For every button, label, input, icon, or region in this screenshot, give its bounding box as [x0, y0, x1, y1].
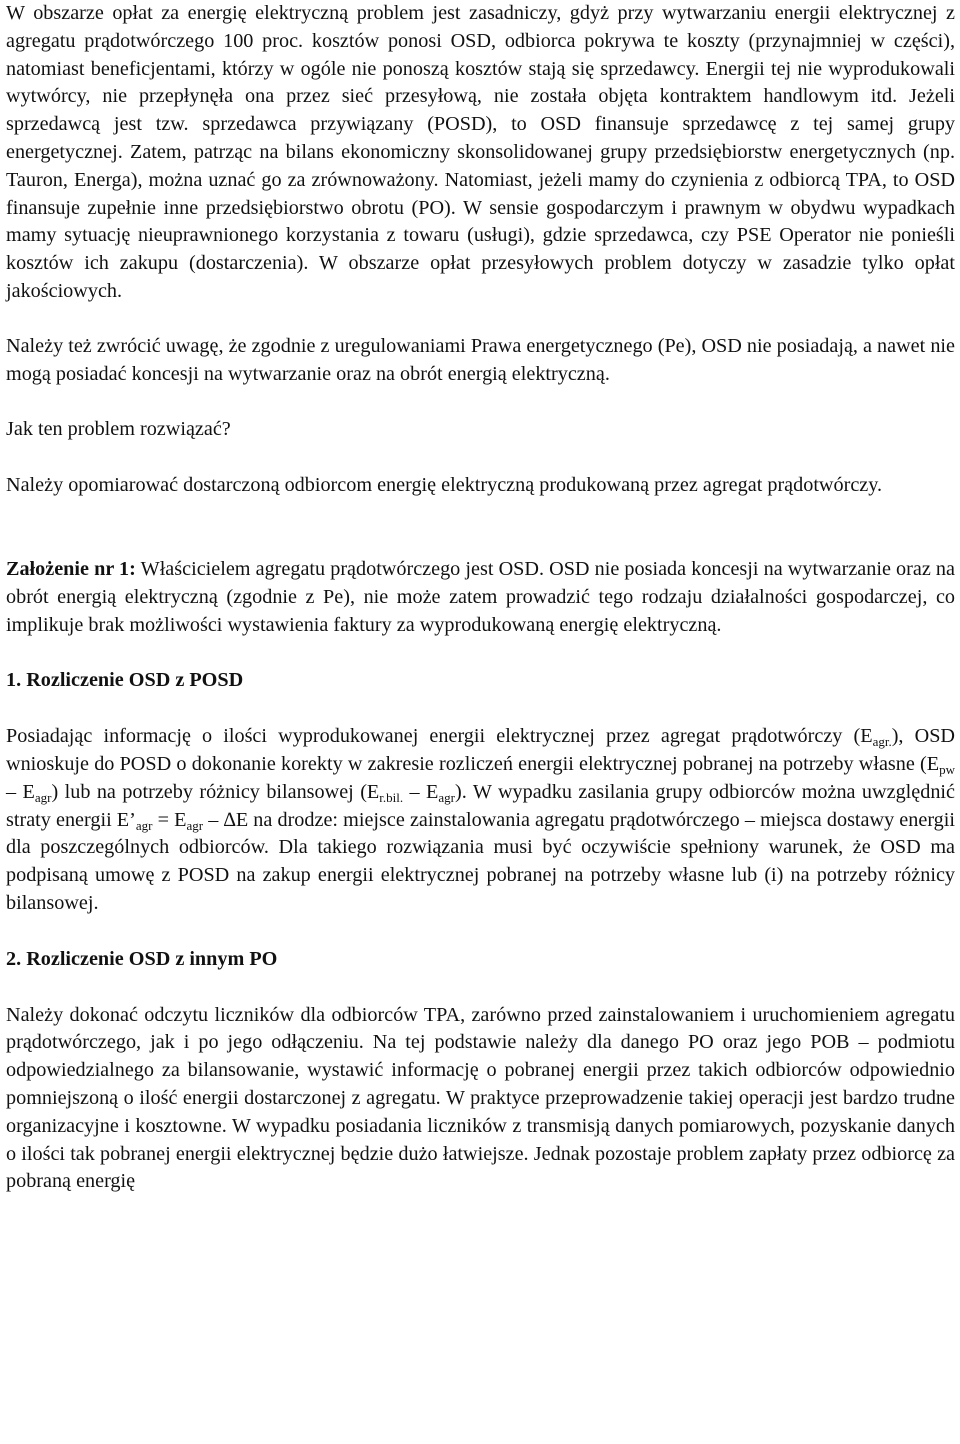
- subscript: agr: [135, 817, 153, 833]
- subscript: r.bil.: [379, 789, 404, 805]
- subscript: agr.: [872, 734, 892, 750]
- text-posd: sprzedawca przywiązany (POSD), to OSD finansuje sprzedawcę z tej samej grupy energetycznej.: [6, 113, 956, 163]
- text-tpa: Natomiast, jeżeli mamy do czynienia z odbiorcą TPA, to OSD finansuje zupełnie inne przedsiębiorstwo obrotu (PO). W sensie gospodarczym i prawnym w obydwu wypadkach mamy sytuację nieuprawnionego korzystania z towaru (usługi), gdzie sprzedawca, czy PSE Operator nie ponieśli kosztów ich zakupu (dostarczenia). W obszarze opłat przesyłowych problem dotyczy w zasadzie tylko opłat jakościowych.: [6, 168, 956, 302]
- formula-text: – E: [403, 780, 439, 803]
- paragraph-metering: Należy opomiarować dostarczoną odbiorcom energię elektryczną produkowaną przez agregat prądotwórczy.: [6, 474, 883, 497]
- assumption-label: Założenie nr 1:: [6, 557, 136, 580]
- subscript: agr: [34, 789, 52, 805]
- formula-text: – E: [6, 780, 35, 803]
- subscript: agr: [438, 789, 455, 805]
- subscript: agr: [186, 817, 204, 833]
- paragraph-energy-costs: [6, 0, 955, 306]
- paragraph-settlement-po: Należy dokonać odczytu liczników dla odbiorców TPA, zarówno przed zainstalowaniem i uruchomieniem agregatu prądotwórczego, jak i po jego odłączeniu. Na tej podstawie należy dla danego PO oraz jego POB – podmiotu odpowiedzialnego za bilansowanie, wystawić informację o pobranej energii przez takich odbiorców odpowiednio pomniejszoną o ilość energii dostarczonej z agregatu. W praktyce przeprowadzenie takiej operacji jest bardzo trudne organizacyjne i kosztowne. W wypadku posiadania liczników z transmisją danych pomiarowych, pozyskanie danych o ilości tak pobranej energii elektrycznej będzie dużo łatwiejsze. Jednak pozostaje problem zapłaty przez odbiorcę za pobraną energię: [6, 1003, 955, 1193]
- section-heading-2: 2. Rozliczenie OSD z innym PO: [6, 947, 278, 970]
- assumption-text: Właścicielem agregatu prądotwórczego jest OSD. OSD nie posiada koncesji na wytwarzanie oraz na obrót energią elektryczną (zgodnie z Pe), nie może zatem prowadzić tego rodzaju działalności gospodarczej, co implikuje brak możliwości wystawienia faktury za wyprodukowaną energię elektryczną.: [6, 557, 955, 636]
- formula-text: ). W wypadku zasilania grupy odbiorców można uwzględnić straty energii E’: [6, 780, 955, 831]
- paragraph-question: Jak ten problem rozwiązać?: [6, 418, 231, 441]
- text-if-seller: Jeżeli sprzedawcą jest tzw.: [6, 85, 956, 136]
- section-heading-1: 1. Rozliczenie OSD z POSD: [6, 669, 244, 692]
- formula-text: – ∆E na drodze: miejsce zainstalowania agregatu prądotwórczego – miejsca dostawy energii dla poszczególnych odbiorców. Dla takiego rozwiązania musi być oczywiście spełniony warunek, że OSD ma podpisaną umowę z POSD na zakup energii elektrycznej pobranej na potrzeby własne lub (i) na potrzeby różnicy bilansowej.: [6, 808, 955, 914]
- paragraph-law: Należy też zwrócić uwagę, że zgodnie z uregulowaniami Prawa energetycznego (Pe), OSD nie posiadają, a nawet nie mogą posiadać koncesji na wytwarzanie oraz na obrót energią elektryczną.: [6, 334, 955, 385]
- text-not-produced: Energii tej nie wyprodukowali wytwórcy, nie przepłynęła ona przez sieć przesyłową, nie została objęta kontraktem handlowym itd.: [6, 57, 956, 108]
- subscript: pw: [939, 761, 955, 777]
- text-balance: Zatem, patrząc na bilans ekonomiczny skonsolidowanej grupy przedsiębiorstw energetycznych (np.: [130, 140, 955, 163]
- formula-text: ) lub na potrzeby różnicy bilansowej (E: [51, 780, 380, 803]
- text-costs-intro: W obszarze opłat za energię elektryczną problem jest zasadniczy, gdyż przy wytwarzaniu energii elektrycznej z agregatu prądotwórczego 100 proc. kosztów ponosi OSD, odbiorca pokrywa te koszty (przynajmniej w części), natomiast beneficjentami, którzy w ogóle nie ponoszą kosztów stają się sprzedawcy.: [6, 2, 955, 80]
- paragraph-assumption-1: [6, 556, 955, 639]
- formula-text: ), OSD wnioskuje do POSD o dokonanie korekty w zakresie rozliczeń energii elektrycznej pobranej na potrzeby własne (E: [6, 725, 955, 775]
- formula-text: = E: [152, 808, 187, 831]
- document-page: [6, 0, 955, 1196]
- text-tauron: Tauron, Energa), można uznać go za zrównoważony.: [6, 168, 439, 191]
- formula-text: Posiadając informację o ilości wyprodukowanej energii elektrycznej przez agregat prądotwórczy (E: [6, 725, 873, 748]
- paragraph-settlement-posd: [6, 723, 955, 918]
